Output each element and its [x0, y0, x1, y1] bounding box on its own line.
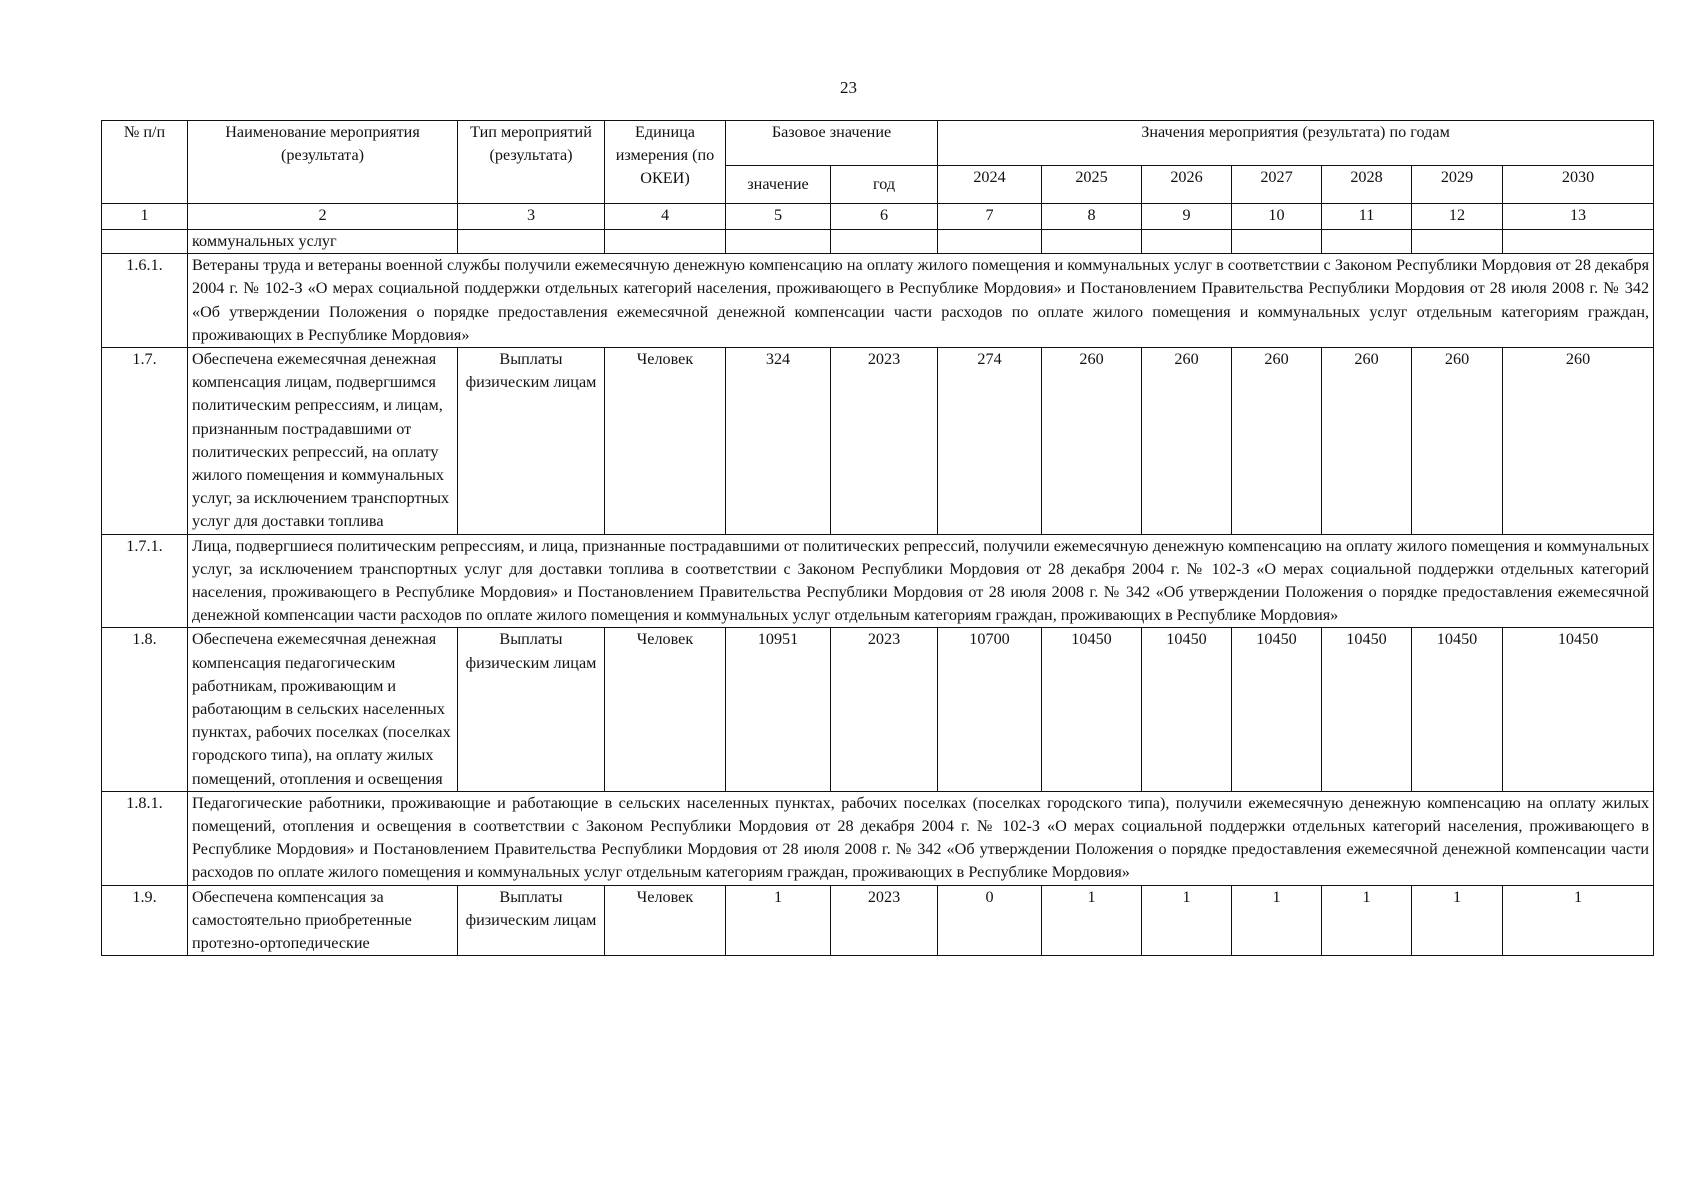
measure-name: Обеспечена компенсация за самостоятельно приобретенные протезно-ортопедические	[188, 885, 458, 956]
table-row	[102, 628, 1654, 791]
column-number: 7	[938, 204, 1042, 230]
column-number: 10	[1232, 204, 1322, 230]
year-value: 1	[1232, 885, 1322, 956]
column-number: 4	[605, 204, 726, 230]
year-value: 10700	[938, 628, 1042, 791]
base-year: 2023	[831, 628, 938, 791]
header-row-1	[102, 121, 1654, 166]
page-number: 23	[840, 78, 857, 97]
year-value: 10450	[1232, 628, 1322, 791]
column-number: 3	[458, 204, 605, 230]
row-number: 1.7.	[102, 348, 188, 535]
row-number: 1.8.1.	[102, 791, 188, 885]
measure-type: Выплаты физическим лицам	[458, 628, 605, 791]
column-number: 9	[1142, 204, 1232, 230]
column-number: 5	[726, 204, 831, 230]
row-number: 1.6.1.	[102, 254, 188, 348]
column-number: 11	[1322, 204, 1412, 230]
header-num: № п/п	[102, 121, 188, 204]
column-number: 13	[1503, 204, 1654, 230]
header-type: Тип мероприятий (результата)	[458, 121, 605, 204]
column-number: 6	[831, 204, 938, 230]
year-value: 260	[1232, 348, 1322, 535]
year-value: 1	[1503, 885, 1654, 956]
measure-unit: Человек	[605, 885, 726, 956]
base-year: 2023	[831, 348, 938, 535]
header-base-value: значение	[726, 166, 831, 204]
year-value: 1	[1322, 885, 1412, 956]
header-year: 2028	[1322, 166, 1412, 204]
table-row	[102, 885, 1654, 956]
row-number: 1.7.1.	[102, 534, 188, 628]
result-description: Ветераны труда и ветераны военной службы получили ежемесячную денежную компенсацию на оплату жилого помещения и коммунальных услуг в соответствии с Законом Республики Мордовия от 28 декабря 2004 г. № 102-З «О мерах социальной поддержки отдельных категорий населения, проживающего в Республике Мордовия» и Постановлением Правительства Республики Мордовия от 28 июля 2008 г. № 342 «Об утверждении Положения о порядке предоставления ежемесячной денежной компенсации части расходов по оплате жилого помещения и коммунальных услуг отдельным категориям граждан, проживающих в Республике Мордовия»	[188, 254, 1654, 348]
header-name: Наименование мероприятия (результата)	[188, 121, 458, 204]
row-number: 1.8.	[102, 628, 188, 791]
table-row	[102, 534, 1654, 628]
year-value: 1	[1042, 885, 1142, 956]
year-value: 10450	[1042, 628, 1142, 791]
year-value: 260	[1412, 348, 1503, 535]
column-number: 1	[102, 204, 188, 230]
header-base-year: год	[831, 166, 938, 204]
header-unit: Единица измерения (по ОКЕИ)	[605, 121, 726, 204]
header-year: 2027	[1232, 166, 1322, 204]
measure-name: Обеспечена ежемесячная денежная компенсация лицам, подвергшимся политическим репрессиям, и лицам, признанным пострадавшими от политических репрессий, на оплату жилого помещения и коммунальных услуг, за исключением транспортных услуг для доставки топлива	[188, 348, 458, 535]
year-value: 260	[1503, 348, 1654, 535]
header-years-group: Значения мероприятия (результата) по годам	[938, 121, 1654, 166]
year-value: 10450	[1503, 628, 1654, 791]
table-row	[102, 348, 1654, 535]
measure-name: Обеспечена ежемесячная денежная компенсация педагогическим работникам, проживающим и работающим в сельских населенных пунктах, рабочих поселках (поселках городского типа), на оплату жилых помещений, отопления и освещения	[188, 628, 458, 791]
table-row	[102, 791, 1654, 885]
year-value: 260	[1042, 348, 1142, 535]
base-value: 10951	[726, 628, 831, 791]
header-year: 2026	[1142, 166, 1232, 204]
continuation-text: коммунальных услуг	[188, 230, 458, 254]
table-row	[102, 254, 1654, 348]
column-numbers-row	[102, 204, 1654, 230]
measure-type: Выплаты физическим лицам	[458, 885, 605, 956]
base-year: 2023	[831, 885, 938, 956]
header-year: 2030	[1503, 166, 1654, 204]
row-number: 1.9.	[102, 885, 188, 956]
year-value: 10450	[1322, 628, 1412, 791]
year-value: 260	[1322, 348, 1412, 535]
result-description: Лица, подвергшиеся политическим репрессиям, и лица, признанные пострадавшими от политических репрессий, получили ежемесячную денежную компенсацию на оплату жилого помещения и коммунальных услуг, за исключением транспортных услуг для доставки топлива в соответствии с Законом Республики Мордовия от 28 декабря 2004 г. № 102-З «О мерах социальной поддержки отдельных категорий населения, проживающего в Республике Мордовия» и Постановлением Правительства Республики Мордовия от 28 июля 2008 г. № 342 «Об утверждении Положения о порядке предоставления ежемесячной денежной компенсации части расходов по оплате жилого помещения и коммунальных услуг отдельным категориям граждан, проживающих в Республике Мордовия»	[188, 534, 1654, 628]
column-number: 2	[188, 204, 458, 230]
continuation-row	[102, 230, 1654, 254]
indicators-table	[101, 120, 1654, 956]
year-value: 0	[938, 885, 1042, 956]
header-year: 2029	[1412, 166, 1503, 204]
column-number: 8	[1042, 204, 1142, 230]
header-base: Базовое значение	[726, 121, 938, 166]
measure-unit: Человек	[605, 348, 726, 535]
year-value: 274	[938, 348, 1042, 535]
measure-type: Выплаты физическим лицам	[458, 348, 605, 535]
year-value: 1	[1412, 885, 1503, 956]
year-value: 1	[1142, 885, 1232, 956]
year-value: 260	[1142, 348, 1232, 535]
year-value: 10450	[1142, 628, 1232, 791]
base-value: 324	[726, 348, 831, 535]
header-year: 2024	[938, 166, 1042, 204]
column-number: 12	[1412, 204, 1503, 230]
result-description: Педагогические работники, проживающие и работающие в сельских населенных пунктах, рабочих поселках (поселках городского типа), получили ежемесячную денежную компенсацию на оплату жилых помещений, отопления и освещения в соответствии с Законом Республики Мордовия от 28 декабря 2004 г. № 102-З «О мерах социальной поддержки отдельных категорий населения, проживающего в Республике Мордовия» и Постановлением Правительства Республики Мордовия от 28 июля 2008 г. № 342 «Об утверждении Положения о порядке предоставления ежемесячной денежной компенсации части расходов по оплате жилого помещения и коммунальных услуг отдельным категориям граждан, проживающих в Республике Мордовия»	[188, 791, 1654, 885]
header-year: 2025	[1042, 166, 1142, 204]
measure-unit: Человек	[605, 628, 726, 791]
base-value: 1	[726, 885, 831, 956]
year-value: 10450	[1412, 628, 1503, 791]
